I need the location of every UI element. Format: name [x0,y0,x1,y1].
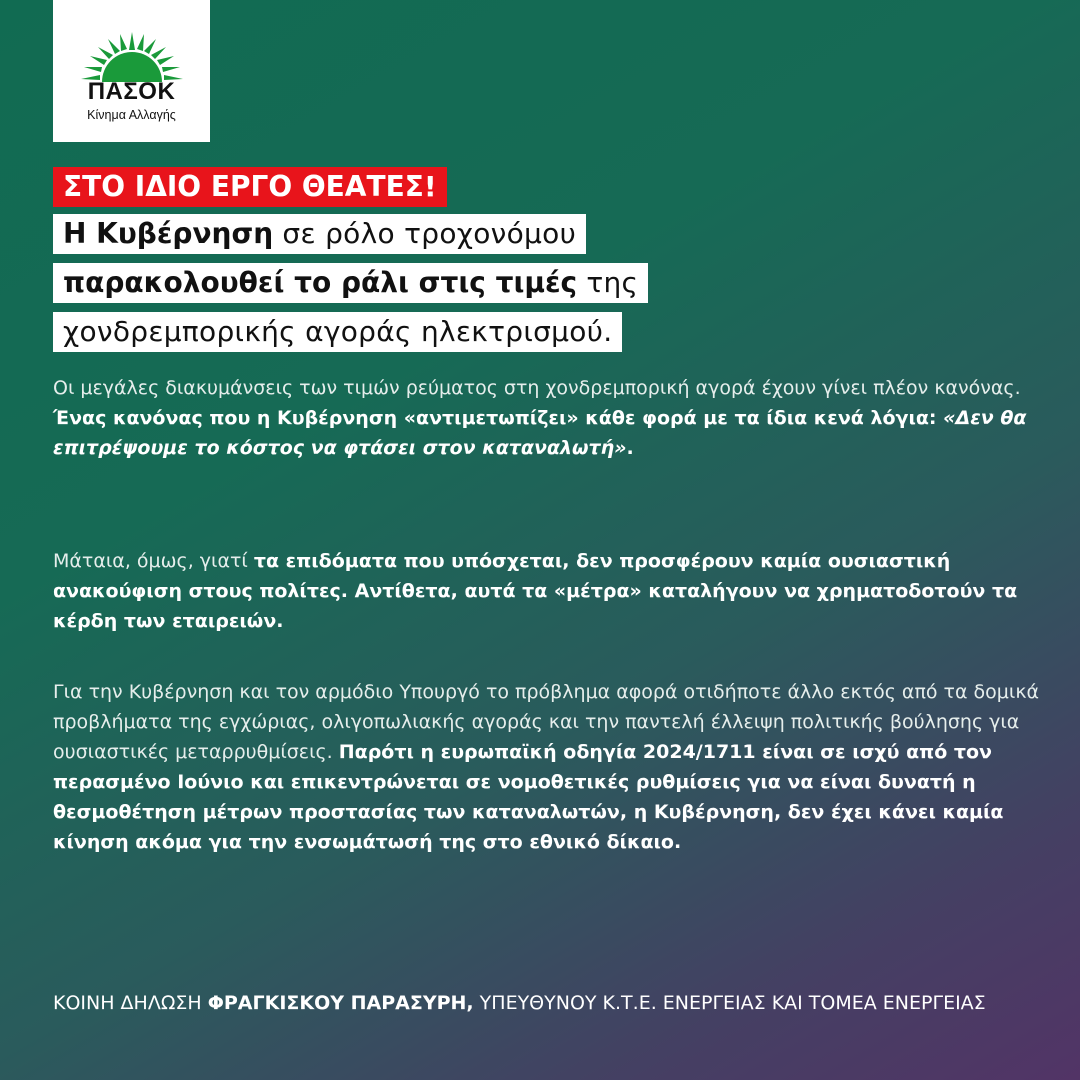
headline-line1: ΣΤΟ ΙΔΙΟ ΕΡΓΟ ΘΕΑΤΕΣ! [63,170,437,203]
headline-line4-light: χονδρεμπορικής αγοράς ηλεκτρισμού. [63,315,613,348]
headline-line2 [53,214,586,254]
paragraph-3-normal: Για την Κυβέρνηση και τον αρμόδιο Υπουργό το πρόβλημα αφορά οτιδήποτε άλλο εκτός από τα δομικά προβλήματα της εγχώριας, ολιγοπωλιακής αγοράς και την παντελή έλλειψη πολιτικής βούλησης για ουσιαστικές μεταρρυθμίσεις. [53,681,1040,763]
pasok-logo [53,0,210,142]
statement-footer [53,988,1043,1019]
headline-line2-light: σε ρόλο τροχονόμου [273,217,577,250]
paragraph-3-bold: Παρότι η ευρωπαϊκή οδηγία 2024/1711 είναι σε ισχύ από τον περασμένο Ιούνιο και επικεντρώνεται σε νομοθετικές ρυθμίσεις για να είναι δυνατή η θεσμοθέτηση μέτρων προστασίας των καταναλωτών, η Κυβέρνηση, δεν έχει κάνει καμία κίνηση ακόμα για την ενσωμάτωσή της στο εθνικό δίκαιο. [53,741,1004,853]
paragraph-1-normal: Οι μεγάλες διακυμάνσεις των τιμών ρεύματος στη χονδρεμπορική αγορά έχουν γίνει πλέον κανόνας. [53,377,1021,399]
footer-name: ΦΡΑΓΚΙΣΚΟΥ ΠΑΡΑΣΥΡΗ, [207,992,474,1014]
paragraph-3 [53,677,1043,857]
green-sun-icon [80,30,184,84]
logo-brand: ΠΑΣΟΚ [87,78,176,105]
footer-prefix: ΚΟΙΝΗ ΔΗΛΩΣΗ [53,992,208,1014]
logo-tagline: Κίνημα Αλλαγής [87,108,176,122]
headline-line3-bold: παρακολουθεί το ράλι στις τιμές [63,266,578,299]
headline-line3 [53,263,648,303]
paragraph-1-bold: Ένας κανόνας που η Κυβέρνηση «αντιμετωπίζει» κάθε φορά με τα ίδια κενά λόγια: [53,407,944,429]
paragraph-1 [53,373,1043,463]
paragraph-2 [53,546,1043,636]
paragraph-2-normal: Μάταια, όμως, γιατί [53,550,254,572]
headline-line4 [53,312,622,352]
headline-line2-bold: Η Κυβέρνηση [63,217,274,250]
footer-suffix: ΥΠΕΥΘΥΝΟΥ Κ.Τ.Ε. ΕΝΕΡΓΕΙΑΣ ΚΑΙ ΤΟΜΕΑ ΕΝΕΡΓΕΙΑΣ [473,992,986,1014]
paragraph-2-bold: τα επιδόματα που υπόσχεται, δεν προσφέρουν καμία ουσιαστική ανακούφιση στους πολίτες. Αντίθετα, αυτά τα «μέτρα» καταλήγουν να χρηματοδοτούν τα κέρδη των εταιρειών. [53,550,1018,632]
paragraph-1-quote: «Δεν θα επιτρέψουμε το κόστος να φτάσει στον καταναλωτή» [53,407,1027,459]
headline-line3-light: της [577,266,639,299]
headline-red-banner [53,167,447,207]
paragraph-1-end: . [626,437,634,459]
